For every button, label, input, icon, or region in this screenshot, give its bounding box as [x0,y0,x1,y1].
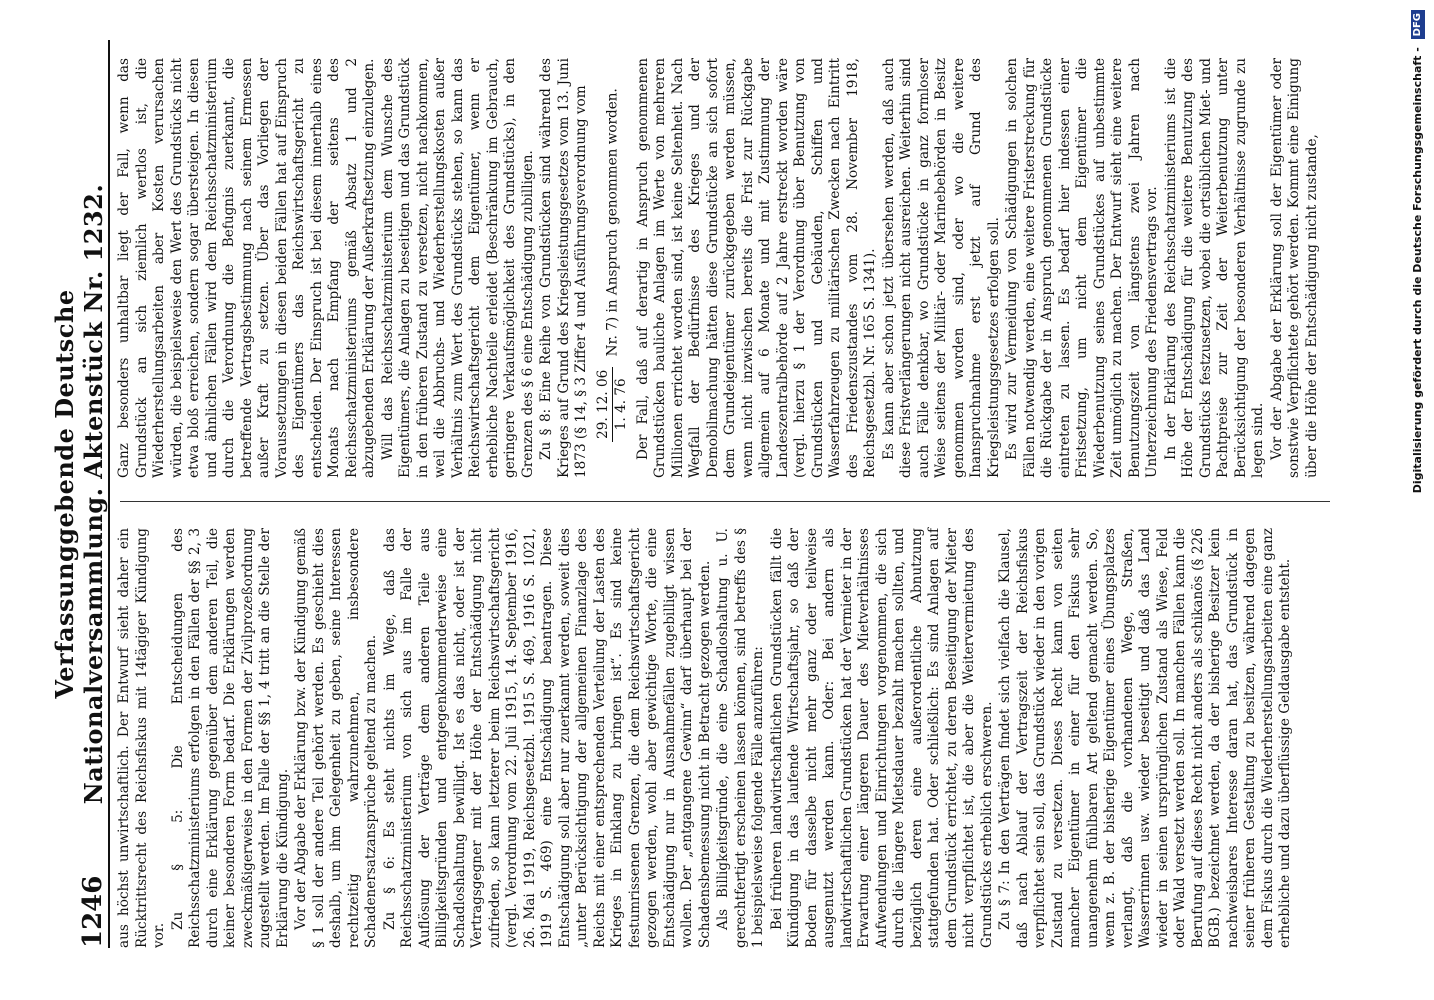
date-fraction-line [595,58,631,478]
right-column-bottom [635,58,1322,478]
paragraph: aus höchst unwirtschaftlich. Der Entwurf sieht daher ein Rücktrittsrecht des Reichsfiskus mit 14tägiger Kündigung vor. [116,528,167,948]
credit-text: Digitalisierung gefördert durch die Deutsche Forschungsgemeinschaft - [1411,47,1424,494]
dfg-logo: DFG [1411,10,1425,39]
paragraph: Zu § 8: Eine Reihe von Grundstücken sind während des Krieges auf Grund des Kriegsleistungsgesetzes vom 13. Juni 1873 (§ 14, § 3 Ziffer 4 und Ausführungsverordnung vom [538,58,589,478]
paragraph: In der Erklärung des Reichsschatzministeriums ist die Höhe der Entschädigung für die weitere Benutzung des Grundstücks festzusetzen, wobei die ortsüblichen Miet- und Pachtpreise zur Zeit der Weiterbenutzung unter Berücksichtigung der besonderen Verhältnisse zugrunde zu legen sind. [1162,58,1266,478]
right-column [116,58,1322,478]
page-number: 1246 [78,875,108,948]
paragraph: Zu § 7: In den Verträgen findet sich vielfach die Klausel, daß nach Ablauf der Vertragszeit der Reichsfiskus verpflichtet sein soll, das Grundstück wieder in den vorigen Zustand zu versetzen. Dieses Recht kann von seiten mancher Eigentümer in einer für den Fiskus sehr unangenehm fühlbaren Art geltend gemacht werden. So, wenn z. B. der bisherige Eigentümer eines Übungsplatzes verlangt, daß die vorhandenen Wege, Straßen, Wasserrinnen usw. wieder beseitigt und daß das Land wieder in seinen ursprünglichen Zustand als Wiese, Feld oder Wald versetzt werden soll. In manchen Fällen kann die Berufung auf dieses Recht nicht anders als schikanös (§ 226 BGB.) bezeichnet werden, da der bisherige Besitzer kein nachweisbares Interesse daran hat, das Grundstück in seiner früheren Gestaltung zu besitzen, während dagegen dem Fiskus durch die Wiederherstellungsarbeiten eine ganz erhebliche und dazu überflüssige Geldausgabe entsteht. [997,528,1293,948]
paragraph: Vor der Abgabe der Erklärung bzw. der Kündigung gemäß § 1 soll der andere Teil gehört werden. Es geschieht dies deshalb, um ihm Gelegenheit zu geben, seine Interessen rechtzeitig wahrzunehmen, insbesondere Schadenersatzansprüche geltend zu machen. [293,528,379,948]
paragraph: Bei früheren landwirtschaftlichen Grundstücken fällt die Kündigung in das laufende Wirtschaftsjahr, so daß der Boden für dasselbe nicht mehr ganz oder teilweise ausgenutzt werden kann. Oder: Bei andern als landwirtschaftlichen Grundstücken hat der Vermieter in der Erwartung einer längeren Dauer des Mietverhältnisses Aufwendungen und Einrichtungen vorgenommen, die sich durch die längere Mietsdauer bezahlt machen sollten, und bezüglich deren eine außerordentliche Abnutzung stattgefunden hat. Oder schließlich: Es sind Anlagen auf dem Grundstück errichtet, zu deren Beseitigung der Mieter nicht verpflichtet ist, die aber die Weitervermietung des Grundstücks erheblich erschweren. [768,528,995,948]
paragraph: Zu § 6: Es steht nichts im Wege, daß das Reichsschatzministerium von sich aus im Falle der Auflösung der Verträge dem anderen Teile aus Billigkeitsgründen und entgegenkommenderweise eine Schadloshaltung bewilligt. Ist es das nicht, oder ist der Vertragsgegner mit der Höhe der Entschädigung nicht zufrieden, so kann letzterer beim Reichswirtschaftsgericht (vergl. Verordnung vom 22. Juli 1915, 14. September 1916, 26. Mai 1919, Reichsgesetzbl. 1915 S. 469, 1916 S. 1021, 1919 S. 469) eine Entschädigung beantragen. Diese Entschädigung soll aber nur zuerkannt werden, soweit dies „unter Berücksichtigung der allgemeinen Finanzlage des Reichs mit einer entsprechenden Verteilung der Lasten des Krieges in Einklang zu bringen ist“. Es sind keine festumrissenen Grenzen, die dem Reichswirtschaftsgericht gezogen werden, wohl aber gewichtige Worte, die eine Entschädigung nur in Ausnahmefällen zugebilligt wissen wollen. Der „entgangene Gewinn“ darf überhaupt bei der Schadensbemessung nicht in Betracht gezogen werden. [381,528,713,948]
paragraph: Ganz besonders unhaltbar liegt der Fall, wenn das Grundstück an sich ziemlich wertlos ist, die Wiederherstellungsarbeiten aber Kosten verursachen würden, die beispielsweise den Wert des Grundstücks nicht etwa bloß erreichen, sondern sogar übersteigen. In diesen und ähnlichen Fällen wird dem Reichsschatzministerium durch die Verordnung die Befugnis zuerkannt, die betreffende Vertragsbestimmung nach seinem Ermessen außer Kraft zu setzen. Über das Vorliegen der Voraussetzungen in diesen beiden Fällen hat auf Einspruch des Eigentümers das Reichswirtschaftsgericht zu entscheiden. Der Einspruch ist bei diesem innerhalb eines Monats nach Empfang der seitens des Reichsschatzministeriums gemäß Absatz 1 und 2 abzugebenden Erklärung der Außerkraftsetzung einzulegen. [116,58,377,478]
paragraph: Vor der Abgabe der Erklärung soll der Eigentümer oder sonstwie Verpflichtete gehört werden. Kommt eine Einigung über die Höhe der Entschädigung nicht zustande, [1268,58,1320,478]
paragraph: Will das Reichsschatzministerium dem Wunsche des Eigentümers, die Anlagen zu beseitigen und das Grundstück in den früheren Zustand zu versetzen, nicht nachkommen, weil die Abbruchs- und Wiederherstellungskosten außer Verhältnis zum Wert des Grundstücks stehen, so kann das Reichswirtschaftsgericht dem Eigentümer, wenn er erhebliche Nachteile erleidet (Beschränkung im Gebrauch, geringere Verkaufsmöglichkeit des Grundstücks), in den Grenzen des § 6 eine Entschädigung zubilligen. [379,58,536,478]
paragraph: Es wird zur Vermeidung von Schädigungen in solchen Fällen notwendig werden, eine weitere Fristerstreckung für die Rückgabe der in Anspruch genommenen Grundstücke eintreten zu lassen. Es bedarf hier indessen einer Fristsetzung, um nicht dem Eigentümer die Wiederbenutzung seines Grundstückes auf unbestimmte Zeit unmöglich zu machen. Der Entwurf sieht eine weitere Benutzungszeit von längstens zwei Jahren nach Unterzeichnung des Friedensvertrags vor. [1004,58,1160,478]
fraction-suffix: Nr. 7) in Anspruch genommen worden. [604,88,620,357]
date-fraction [595,367,631,442]
paragraph: Der Fall, daß auf derartig in Anspruch genommenen Grundstücken bauliche Anlagen im Werte von mehreren Millionen errichtet worden sind, ist keine Seltenheit. Nach Wegfall der Bedürfnisse des Krieges und der Demobilmachung hätten diese Grundstücke an sich sofort dem Grundeigentümer zurückgegeben werden müssen, wenn nicht inzwischen bereits die Frist zur Rückgabe allgemein auf 6 Monate und mit Zustimmung der Landeszentralbehörde auf 2 Jahre erstreckt worden wäre (vergl. hierzu § 1 der Verordnung über Benutzung von Grundstücken und Gebäuden, Schiffen und Wasserfahrzeugen zu militärischen Zwecken nach Eintritt des Friedenszustandes vom 28. November 1918, Reichsgesetzbl. Nr. 165 S. 1341). [634,58,878,478]
paragraph: Es kann aber schon jetzt übersehen werden, daß auch diese Fristverlängerungen nicht ausreichen. Weiterhin sind auch Fälle denkbar, wo Grundstücke in ganz formloser Weise seitens der Militär- oder Marinebehörden in Besitz genommen worden sind, oder wo die weitere Inanspruchnahme erst jetzt auf Grund des Kriegsleistungsgesetzes erfolgen soll. [880,58,1002,478]
digitization-credit [1408,10,1428,990]
fraction-numerator: 29. 12. 06 [595,367,614,442]
paragraph: Als Billigkeitsgründe, die eine Schadloshaltung u. U. gerechtfertigt erscheinen lassen können, sind betreffs des § 1 beispielsweise folgende Fälle anzuführen: [715,528,766,948]
page-header [52,40,110,948]
scanned-page [20,0,1400,1000]
paragraph: Zu § 5: Die Entscheidungen des Reichsschatzministeriums erfolgen in den Fällen der §§ 2, 3 durch eine Erklärung gegenüber dem anderen Teil, die keiner besonderen Form bedarf. Die Erklärungen werden zweckmäßigerweise in den Formen der Zivilprozeßordnung zugestellt werden. Im Falle der §§ 1, 4 tritt an die Stelle der Erklärung die Kündigung. [169,528,291,948]
left-column [116,528,1296,948]
credit-line [1408,10,1428,990]
column-rule [120,501,1330,502]
right-column-top [116,58,591,478]
running-title: Verfassunggebende Deutsche Nationalversammlung. Aktenstück Nr. 1232. [50,183,108,805]
fraction-denominator: 1. 4. 76 [613,378,629,431]
